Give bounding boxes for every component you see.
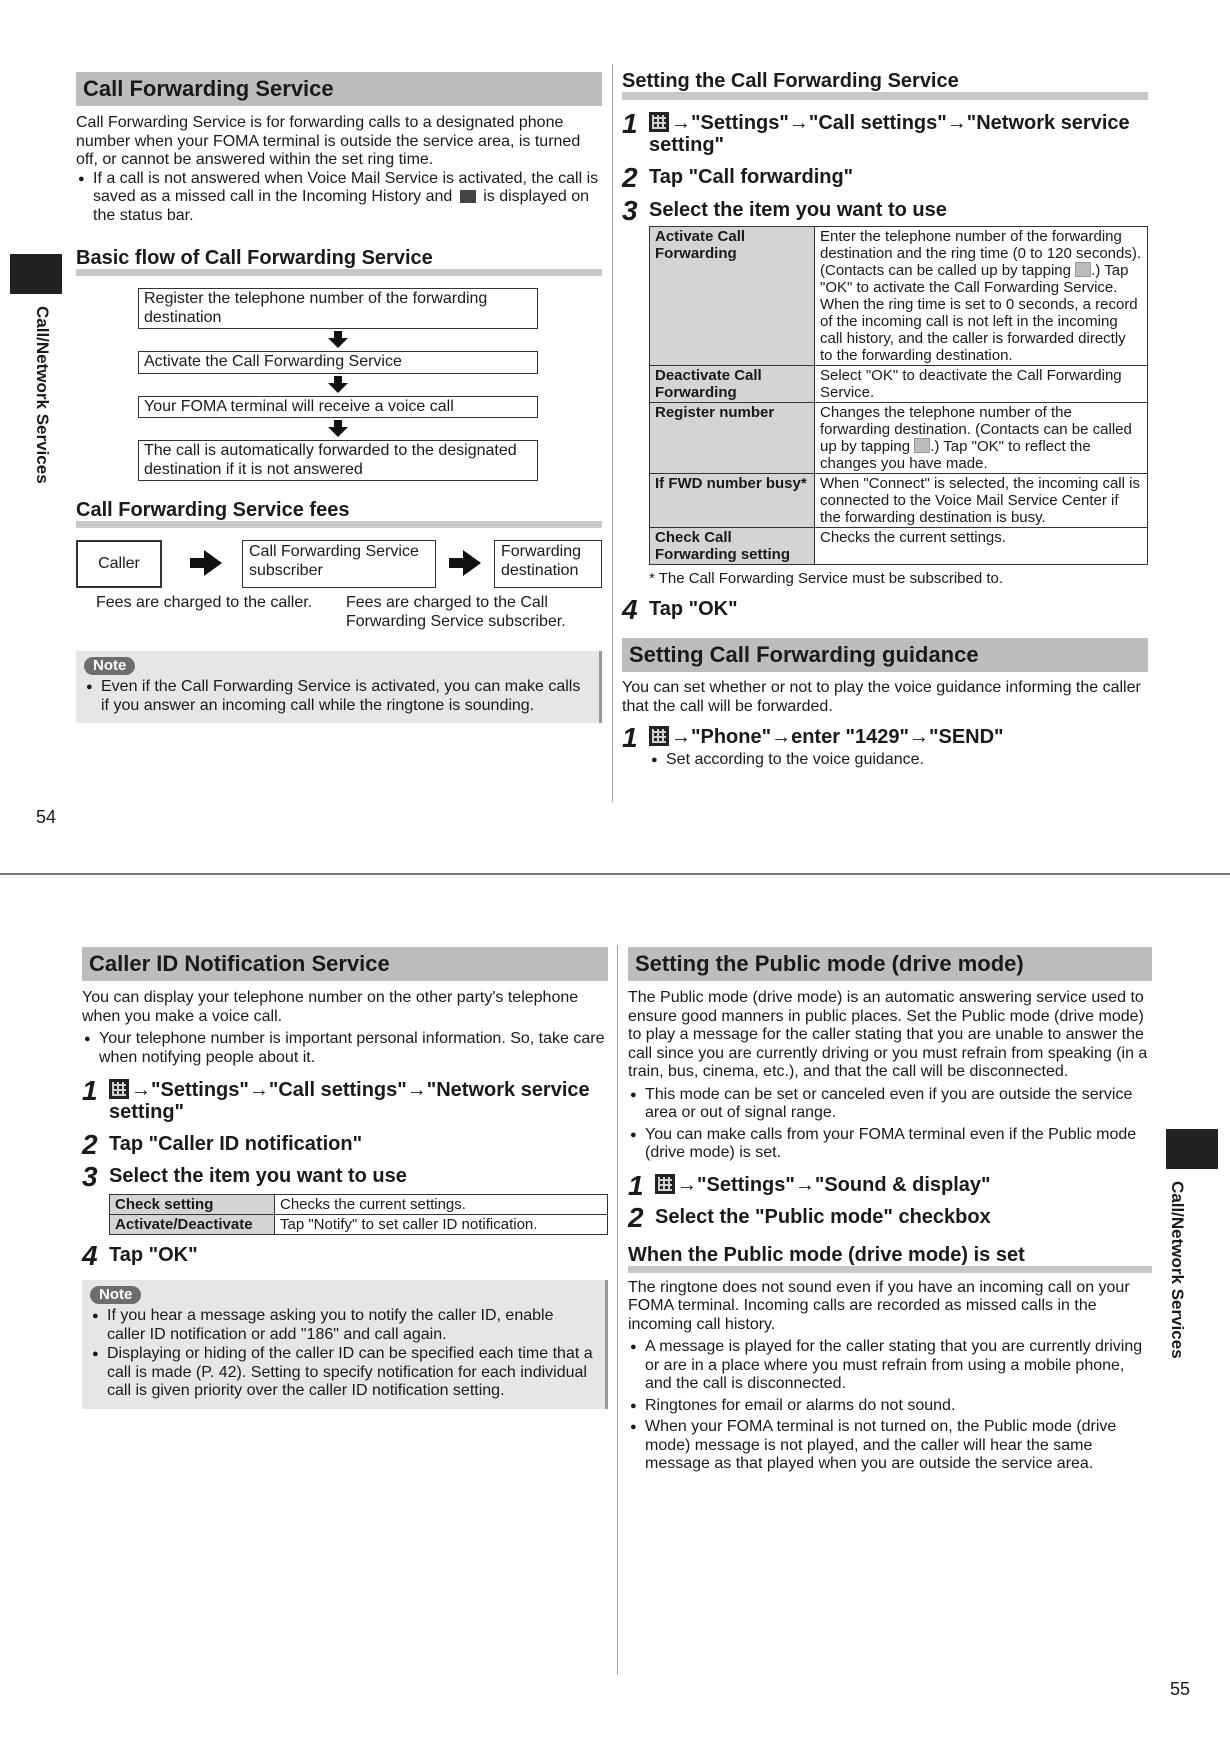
page-number: 55 (1170, 1679, 1191, 1699)
step-text: Tap "Call forwarding" (649, 166, 854, 188)
note-box (76, 651, 602, 723)
intro-text: Call Forwarding Service is for forwarding calls to a designated phone number when your FOMA terminal is outside the service area, is turned off, or cannot be answered within the set ring time. (76, 114, 581, 168)
intro-text: The Public mode (drive mode) is an automatic answering service used to ensure good manners in public places. Set the Public mode (drive mode) to play a message for the caller stating that you are unable to answer the call since you are currently driving or you must refrain from speaking (in a train, bus, cinema, etc.), and that the call will be disconnected. (628, 989, 1148, 1080)
bullet-item (76, 170, 602, 226)
step-3 (622, 195, 1148, 226)
note-bullet: ● Displaying or hiding of the caller ID can be specified each time that a call is made (P. 42). Setting to specify notification for each individual call is given priority over the caller ID notification setting. (90, 1345, 595, 1401)
step-text: →"Settings"→"Call settings"→"Network service setting" (649, 112, 1130, 156)
table-row (650, 403, 1148, 474)
step-1 (622, 108, 1148, 156)
step-1 (82, 1075, 608, 1123)
when-text: The ringtone does not sound even if you have an incoming call on your FOMA terminal. Incoming calls are recorded as missed calls in the incoming call history. (628, 1278, 1130, 1333)
fees-diagram (76, 540, 602, 590)
options-table (649, 226, 1148, 565)
fees-captions (76, 594, 602, 634)
fee-caption-caller: Fees are charged to the caller. (96, 594, 313, 611)
step-text: →"Phone"→enter "1429"→"SEND" (671, 726, 1004, 748)
contacts-icon (1075, 262, 1091, 277)
row-key: Deactivate Call Forwarding (650, 366, 815, 403)
options-table-wrap (649, 226, 1148, 587)
footnote: * The Call Forwarding Service must be subscribed to. (649, 570, 1004, 587)
step-number: 2 (628, 1201, 644, 1233)
step-1 (628, 1169, 1152, 1201)
row-value: Tap "Notify" to set caller ID notification. (275, 1215, 608, 1235)
step-number: 4 (82, 1240, 98, 1271)
step-text: →"Settings"→"Call settings"→"Network service setting" (109, 1079, 590, 1123)
app-menu-icon (649, 726, 669, 746)
row-key: Register number (650, 403, 815, 474)
row-value: Select "OK" to deactivate the Call Forwarding Service. (815, 366, 1148, 403)
row-key: Activate Call Forwarding (650, 227, 815, 366)
row-value-text: .) Tap "OK" to reflect the changes you have made. (820, 438, 1091, 472)
step-number: 3 (622, 195, 638, 226)
bullet-item: ● Your telephone number is important personal information. So, take care when notifying people about it. (82, 1030, 608, 1067)
row-value: Checks the current settings. (815, 528, 1148, 565)
row-value-text: Enter the telephone number of the forwarding destination and the ring time (0 to 120 seconds). (Contacts can be called up by tapping (820, 228, 1142, 279)
intro-text: You can display your telephone number on the other party's telephone when you make a voice call. (82, 989, 579, 1025)
step-text: Tap "Caller ID notification" (109, 1133, 363, 1155)
step-2 (82, 1129, 608, 1160)
section-title: Setting the Public mode (drive mode) (628, 947, 1152, 981)
note-box (82, 1280, 608, 1409)
fee-box-destination: Forwarding destination (494, 540, 602, 588)
step-text: Tap "OK" (649, 598, 738, 620)
fees-title: Call Forwarding Service fees (76, 499, 602, 528)
bullet-item: ● This mode can be set or canceled even if you are outside the service area or out of signal range. (628, 1086, 1152, 1123)
missed-call-icon (460, 190, 476, 203)
side-label: Call/Network Services (33, 306, 52, 484)
column-divider (612, 64, 613, 802)
row-value-text: .) Tap "OK" to activate the Call Forwarding Service. (820, 262, 1129, 296)
step-number: 1 (628, 1169, 644, 1201)
flow-step: The call is automatically forwarded to the designated destination if it is not answered (138, 440, 538, 481)
table-row (650, 474, 1148, 528)
row-value (815, 227, 1148, 366)
guidance-intro: You can set whether or not to play the voice guidance informing the caller that the call will be forwarded. (622, 679, 1141, 715)
flow-title: Basic flow of Call Forwarding Service (76, 247, 602, 276)
contacts-icon (914, 438, 930, 453)
step-2 (622, 162, 1148, 193)
note-badge: Note (90, 1286, 141, 1304)
row-value: Checks the current settings. (275, 1195, 608, 1215)
page-55 (0, 875, 1230, 1751)
flow-step: Your FOMA terminal will receive a voice call (138, 396, 538, 419)
fee-caption-subscriber: Fees are charged to the Call Forwarding Service subscriber. (346, 594, 566, 630)
row-value (815, 403, 1148, 474)
table-row (650, 227, 1148, 366)
step-4 (622, 594, 1148, 625)
step-number: 3 (82, 1161, 98, 1192)
side-label: Call/Network Services (1168, 1181, 1187, 1359)
row-key: Activate/Deactivate (110, 1215, 275, 1235)
app-menu-icon (649, 112, 669, 132)
setting-call-forwarding-section (622, 70, 1148, 770)
bullet-item: ● Ringtones for email or alarms do not sound. (628, 1397, 1152, 1416)
table-row (110, 1195, 608, 1215)
bullet-item: ● You can make calls from your FOMA terminal even if the Public mode (drive mode) is set. (628, 1126, 1152, 1163)
fee-box-caller: Caller (76, 540, 162, 588)
options-table (109, 1194, 608, 1235)
bullet-text-a: If a call is not answered when Voice Mail Service is activated, the call is saved as a missed call in the Incoming History and (93, 169, 599, 205)
column-divider (617, 945, 618, 1675)
fee-box-subscriber: Call Forwarding Service subscriber (242, 540, 436, 588)
section-title: Setting the Call Forwarding Service (622, 70, 1148, 100)
arrow-right-icon (449, 550, 481, 576)
guidance-title: Setting Call Forwarding guidance (622, 638, 1148, 672)
bullet-item: ● When your FOMA terminal is not turned on, the Public mode (drive mode) message is not played, and the caller will hear the same message as that played when you are outside the service area. (628, 1418, 1152, 1474)
row-key: Check Call Forwarding setting (650, 528, 815, 565)
when-title: When the Public mode (drive mode) is set (628, 1244, 1152, 1273)
bullet-item: ● A message is played for the caller stating that you are currently driving or are in a place where you must refrain from using a mobile phone, and the call is disconnected. (628, 1338, 1152, 1394)
side-tab-marker (10, 254, 62, 294)
page-54 (0, 0, 1230, 870)
table-row (650, 366, 1148, 403)
side-tab-marker (1166, 1129, 1218, 1169)
step-text: Select the "Public mode" checkbox (655, 1205, 991, 1228)
step-number: 1 (622, 722, 638, 753)
table-row (110, 1215, 608, 1235)
table-row (650, 528, 1148, 565)
step-2 (628, 1201, 1152, 1233)
guidance-step-1 (622, 722, 1148, 753)
note-bullet: ● Even if the Call Forwarding Service is activated, you can make calls if you answer an incoming call while the ringtone is sounding. (84, 678, 589, 715)
arrow-right-icon (190, 550, 222, 576)
arrow-down-icon (138, 374, 538, 396)
note-badge: Note (84, 657, 135, 675)
step-text: Select the item you want to use (649, 199, 947, 221)
step-text: →"Settings"→"Sound & display" (677, 1173, 991, 1196)
step-3 (82, 1161, 608, 1192)
options-table-wrap (109, 1194, 608, 1235)
app-menu-icon (655, 1174, 675, 1194)
flow-step: Activate the Call Forwarding Service (138, 351, 538, 374)
note-bullet: ● If you hear a message asking you to notify the caller ID, enable caller ID notification or add "186" and call again. (90, 1307, 595, 1344)
caller-id-section (82, 947, 608, 1409)
step-text: Select the item you want to use (109, 1165, 407, 1187)
step-number: 1 (622, 108, 638, 139)
row-value-text: When the ring time is set to 0 seconds, a record of the incoming call is not left in the incoming call history, and the caller is forwarded directly to the forwarding destination. (820, 296, 1138, 364)
section-title: Call Forwarding Service (76, 72, 602, 106)
page-number: 54 (36, 807, 57, 827)
app-menu-icon (109, 1079, 129, 1099)
bullet-text-b: is displayed on the status bar. (93, 188, 590, 224)
step-number: 2 (622, 162, 638, 193)
flow-step: Register the telephone number of the forwarding destination (138, 288, 538, 329)
row-key: If FWD number busy* (650, 474, 815, 528)
call-forwarding-section (76, 72, 602, 723)
row-value: When "Connect" is selected, the incoming call is connected to the Voice Mail Service Center if the forwarding destination is busy. (815, 474, 1148, 528)
section-title: Caller ID Notification Service (82, 947, 608, 981)
step-number: 1 (82, 1075, 98, 1106)
guidance-bullet: ● Set according to the voice guidance. (649, 751, 1148, 770)
arrow-down-icon (138, 329, 538, 351)
arrow-down-icon (138, 418, 538, 440)
step-text: Tap "OK" (109, 1244, 198, 1266)
row-value-text: Changes the telephone number of the forwarding destination. (Contacts can be called up by tapping (820, 404, 1132, 455)
public-mode-section (628, 947, 1152, 1474)
step-number: 4 (622, 594, 638, 625)
row-key: Check setting (110, 1195, 275, 1215)
step-4 (82, 1240, 608, 1271)
flow-diagram (138, 288, 538, 481)
step-number: 2 (82, 1129, 98, 1160)
